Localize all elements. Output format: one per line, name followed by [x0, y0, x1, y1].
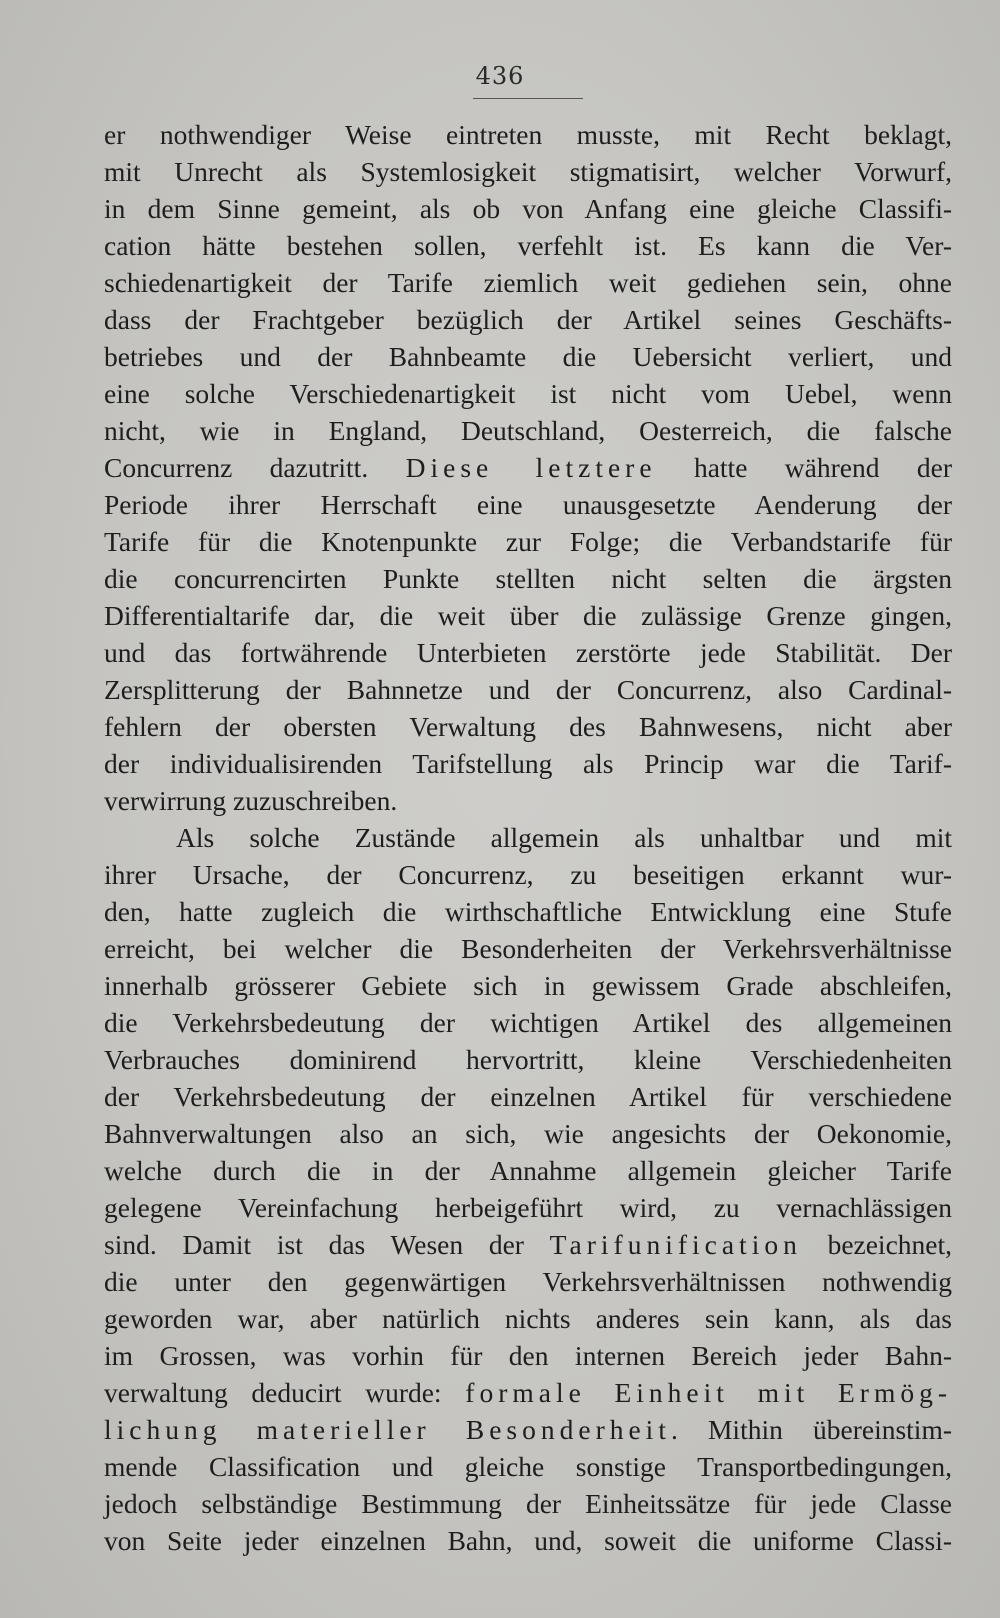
text-line: den, hatte zugleich die wirthschaftliche Entwicklung eine Stufe: [104, 896, 952, 927]
text-line: [104, 1411, 952, 1448]
text-line: gelegene Vereinfachung herbeigeführt wird, zu vernachlässigen: [104, 1192, 952, 1223]
text-line: betriebes und der Bahnbeamte die Uebersicht verliert, und: [104, 341, 952, 372]
text-segment: . Mithin übereinstim-: [670, 1414, 952, 1445]
text-line: verwirrung zuzuschreiben.: [104, 785, 398, 816]
text-line: der Verkehrsbedeutung der einzelnen Artikel für verschiedene: [104, 1081, 952, 1112]
text-line: die concurrencirten Punkte stellten nicht selten die ärgsten: [104, 563, 952, 594]
text-line: mende Classification und gleiche sonstige Transportbedingungen,: [104, 1451, 952, 1482]
text-line: von Seite jeder einzelnen Bahn, und, soweit die uniforme Classi-: [104, 1525, 952, 1556]
text-line: [104, 1226, 952, 1263]
body-text: [104, 116, 952, 1559]
text-line: eine solche Verschiedenartigkeit ist nicht vom Uebel, wenn: [104, 378, 952, 409]
text-line: Periode ihrer Herrschaft eine unausgesetzte Aenderung der: [104, 489, 952, 520]
text-line: erreicht, bei welcher die Besonderheiten der Verkehrsverhältnisse: [104, 933, 952, 964]
text-segment: hatte während der: [656, 452, 953, 483]
text-line: Zersplitterung der Bahnnetze und der Concurrenz, also Cardinal-: [104, 674, 952, 705]
text-line: dass der Frachtgeber bezüglich der Artikel seines Geschäfts-: [104, 304, 952, 335]
text-segment: sind. Damit ist das Wesen der: [104, 1229, 550, 1260]
text-line: innerhalb grösserer Gebiete sich in gewissem Grade abschleifen,: [104, 970, 952, 1001]
text-line: der individualisirenden Tarifstellung als Princip war die Tarif-: [104, 748, 952, 779]
text-line: er nothwendiger Weise eintreten musste, mit Recht beklagt,: [104, 119, 952, 150]
text-line: [104, 1374, 952, 1411]
text-line: jedoch selbständige Bestimmung der Einheitssätze für jede Classe: [104, 1488, 952, 1519]
text-line: in dem Sinne gemeint, als ob von Anfang eine gleiche Classifi-: [104, 193, 952, 224]
emphasis-spaced: Diese letztere: [405, 452, 657, 483]
text-line: und das fortwährende Unterbieten zerstörte jede Stabilität. Der: [104, 637, 952, 668]
text-line: fehlern der obersten Verwaltung des Bahnwesens, nicht aber: [104, 711, 952, 742]
text-line: geworden war, aber natürlich nichts anderes sein kann, als das: [104, 1303, 952, 1334]
paragraph-first-line: Als solche Zustände allgemein als unhaltbar und mit: [176, 822, 952, 853]
emphasis-spaced: lichung materieller Besonderheit: [104, 1414, 671, 1445]
text-line: Differentialtarife dar, die weit über die zulässige Grenze gingen,: [104, 600, 952, 631]
text-line: Bahnverwaltungen also an sich, wie angesichts der Oekonomie,: [104, 1118, 952, 1149]
text-line: cation hätte bestehen sollen, verfehlt ist. Es kann die Ver-: [104, 230, 952, 261]
text-segment: bezeichnet,: [801, 1229, 953, 1260]
text-line: mit Unrecht als Systemlosigkeit stigmatisirt, welcher Vorwurf,: [104, 156, 952, 187]
text-line: im Grossen, was vorhin für den internen Bereich jeder Bahn-: [104, 1340, 952, 1371]
text-segment: verwaltung deducirt wurde:: [104, 1377, 466, 1408]
text-line: Verbrauches dominirend hervortritt, kleine Verschiedenheiten: [104, 1044, 952, 1075]
text-line: welche durch die in der Annahme allgemein gleicher Tarife: [104, 1155, 952, 1186]
text-line: die Verkehrsbedeutung der wichtigen Artikel des allgemeinen: [104, 1007, 952, 1038]
text-line: schiedenartigkeit der Tarife ziemlich weit gediehen sein, ohne: [104, 267, 952, 298]
text-line: ihrer Ursache, der Concurrenz, zu beseitigen erkannt wur-: [104, 859, 952, 890]
page-number: 436: [475, 62, 525, 90]
text-line: nicht, wie in England, Deutschland, Oesterreich, die falsche: [104, 415, 952, 446]
emphasis-spaced: Tarifunification: [549, 1229, 802, 1260]
text-line: [104, 449, 952, 486]
emphasis-spaced: formale Einheit mit Ermög-: [465, 1377, 952, 1408]
text-line: die unter den gegenwärtigen Verkehrsverhältnissen nothwendig: [104, 1266, 952, 1297]
text-segment: Concurrenz dazutritt.: [104, 452, 406, 483]
header-rule: [473, 98, 583, 99]
text-line: Tarife für die Knotenpunkte zur Folge; die Verbandstarife für: [104, 526, 952, 557]
